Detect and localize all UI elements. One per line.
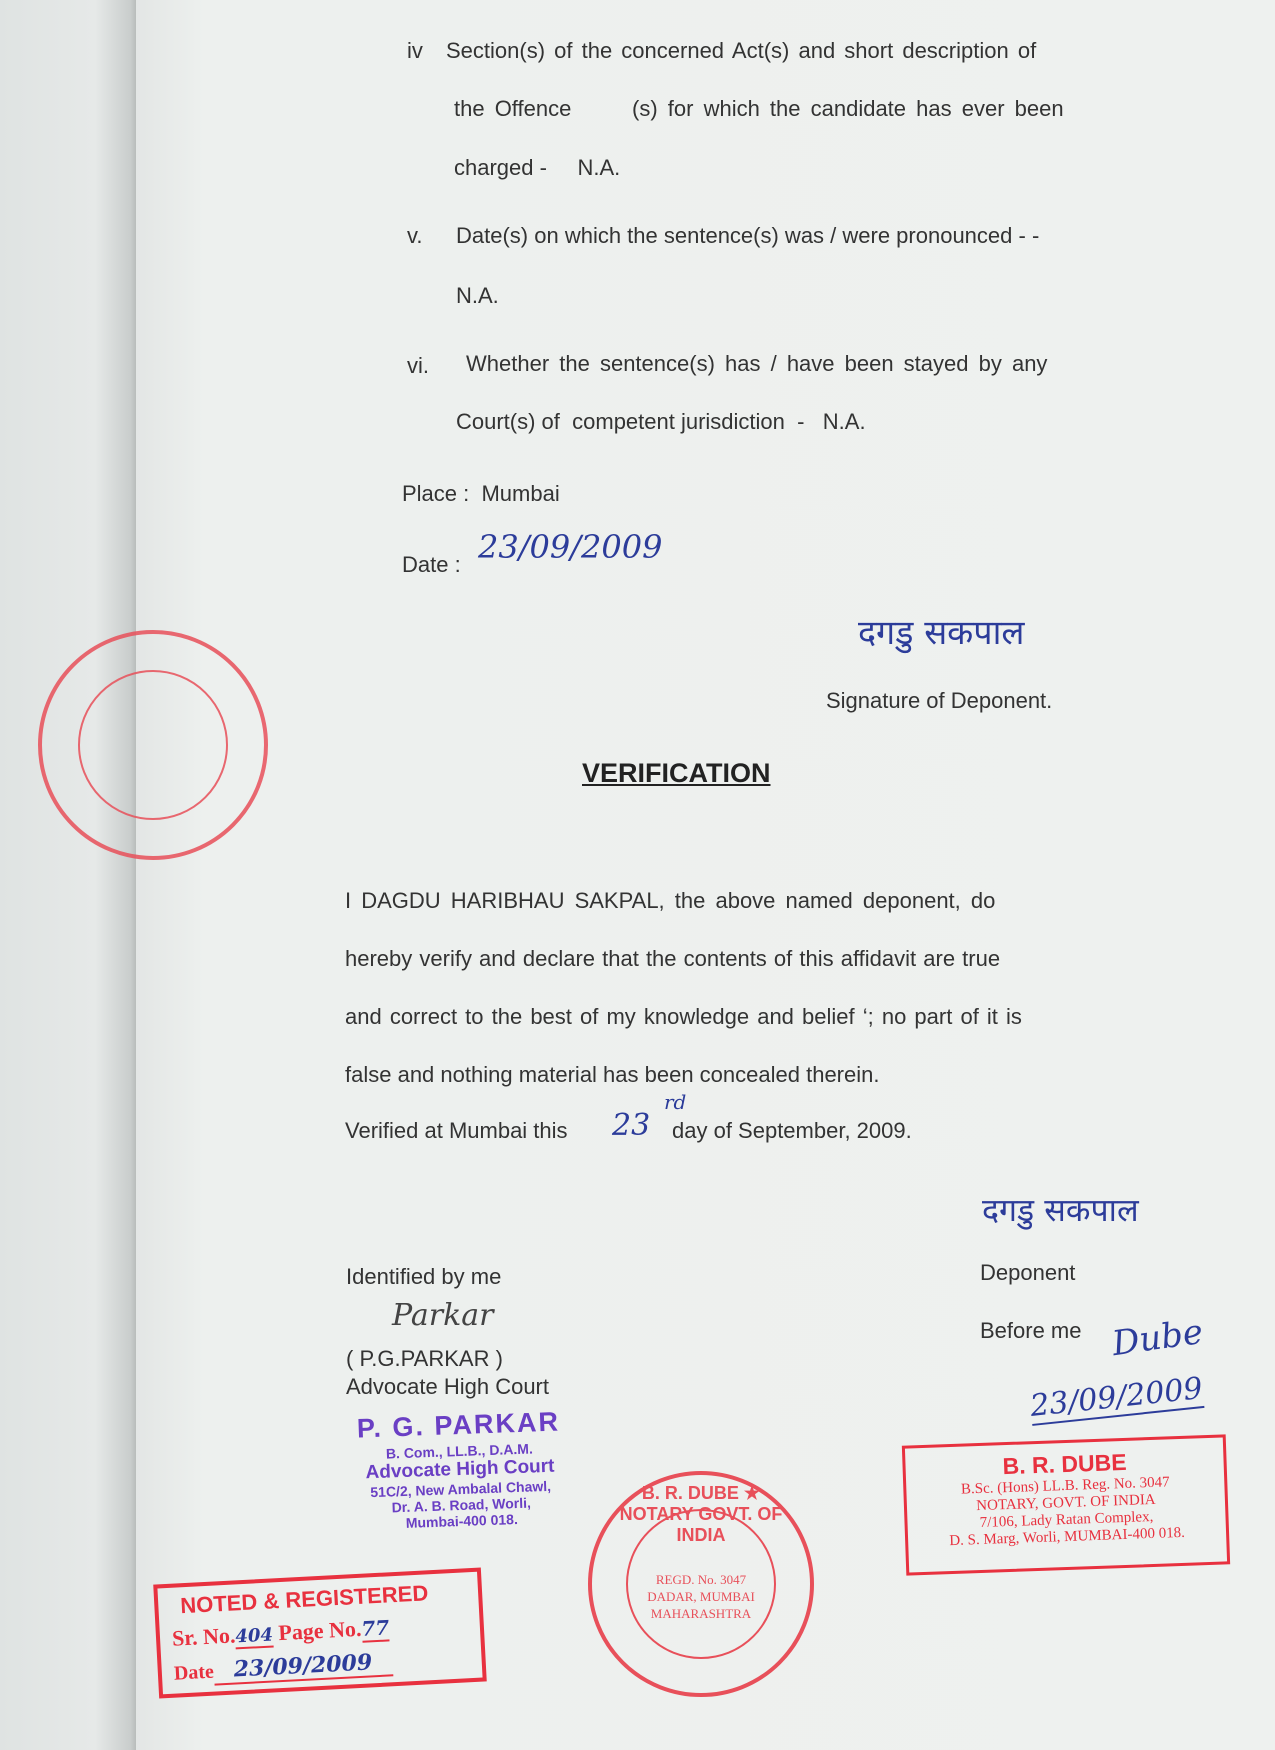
- notary-date: 23/09/2009: [1028, 1371, 1205, 1424]
- notary-seal-left: [38, 630, 268, 860]
- date-value: 23/09/2009: [213, 1648, 393, 1685]
- item-number: iv: [407, 38, 423, 63]
- seal-inner-line: MAHARASHTRA: [650, 1606, 752, 1621]
- item-number: v.: [407, 223, 423, 248]
- advocate-name: ( P.G.PARKAR ): [346, 1346, 503, 1371]
- before-me-label: Before me: [980, 1318, 1082, 1343]
- verification-line: I DAGDU HARIBHAU SAKPAL, the above named deponent, do: [345, 888, 996, 913]
- place: Place : Mumbai: [402, 481, 560, 506]
- verification-title: VERIFICATION: [582, 758, 771, 788]
- item-text: Whether the sentence(s) has / have been stayed by any: [466, 351, 1048, 376]
- verification-line: hereby verify and declare that the contents of this affidavit are true: [345, 946, 1001, 971]
- stamp-line: NOTARY, GOVT. OF INDIA: [975, 1491, 1156, 1515]
- identified-label: Identified by me: [346, 1264, 502, 1289]
- registration-stamp: [153, 1567, 487, 1698]
- signature-label: Signature of Deponent.: [826, 688, 1053, 713]
- item-number: vi.: [407, 353, 429, 378]
- stamp-line: B. R. DUBE: [1002, 1448, 1127, 1480]
- stamp-line: 51C/2, New Ambalal Chawl,: [370, 1477, 552, 1501]
- item-text: Date(s) on which the sentence(s) was / were pronounced - -: [456, 223, 1040, 248]
- sr-label: Sr. No.: [171, 1622, 237, 1651]
- stamp-line: Mumbai-400 018.: [405, 1511, 519, 1531]
- deponent-label: Deponent: [980, 1260, 1076, 1285]
- seal-outer-text: B. R. DUBE ★ NOTARY GOVT. OF INDIA: [619, 1483, 783, 1545]
- stamp-line: 7/106, Lady Ratan Complex,: [979, 1508, 1154, 1532]
- seal-inner-line: REGD. No. 3047: [655, 1572, 747, 1587]
- advocate-title: Advocate High Court: [346, 1374, 549, 1399]
- stamp-line: B.Sc. (Hons) LL.B. Reg. No. 3047: [960, 1474, 1170, 1498]
- verified-prefix: Verified at Mumbai this: [345, 1118, 568, 1143]
- deponent-signature: दगडु सकपाल: [858, 613, 1025, 653]
- item-text: [446, 38, 1123, 64]
- seal-inner-line: DADAR, MUMBAI: [647, 1589, 755, 1604]
- advocate-signature: Parkar: [392, 1298, 494, 1333]
- item-text: the Offence (s) for which the candidate has ever been: [454, 96, 1064, 121]
- verification-line: and correct to the best of my knowledge and belief ‘; no part of it is: [345, 1004, 1022, 1029]
- deponent-signature-2: दगडु सकपाल: [982, 1191, 1139, 1229]
- verified-day-suffix: rd: [664, 1090, 687, 1114]
- text-line: Section(s) of the concerned Act(s) and short description of: [446, 38, 1037, 63]
- sr-value: 404: [234, 1624, 274, 1648]
- item-text: charged - N.A.: [454, 155, 621, 180]
- item-text: N.A.: [456, 283, 499, 308]
- stamp-line: Dr. A. B. Road, Worli,: [391, 1494, 532, 1516]
- binding-fold: [0, 0, 136, 1750]
- stamp-line: P. G. PARKAR: [356, 1406, 561, 1444]
- stamp-line: Advocate High Court: [365, 1455, 555, 1484]
- notary-signature: Dube: [1109, 1311, 1206, 1365]
- item-text: Court(s) of competent jurisdiction - N.A.: [456, 409, 866, 434]
- page-label: Page No.: [277, 1615, 363, 1646]
- date-handwritten: 23/09/2009: [478, 528, 663, 566]
- advocate-stamp: [328, 1405, 592, 1533]
- notary-seal: [588, 1471, 814, 1697]
- page-value: 77: [360, 1615, 390, 1641]
- stamp-line: D. S. Marg, Worli, MUMBAI-400 018.: [949, 1524, 1186, 1550]
- verified-suffix: day of September, 2009.: [672, 1118, 912, 1143]
- verified-day: 23: [612, 1108, 651, 1143]
- notary-box-stamp: [902, 1434, 1230, 1575]
- stamp-title: NOTED & REGISTERED: [179, 1580, 429, 1619]
- stamp-line: B. Com., LL.B., D.A.M.: [385, 1440, 534, 1462]
- verification-line: false and nothing material has been concealed therein.: [345, 1062, 880, 1087]
- date-label: Date: [173, 1660, 215, 1685]
- date-label: Date :: [402, 552, 461, 577]
